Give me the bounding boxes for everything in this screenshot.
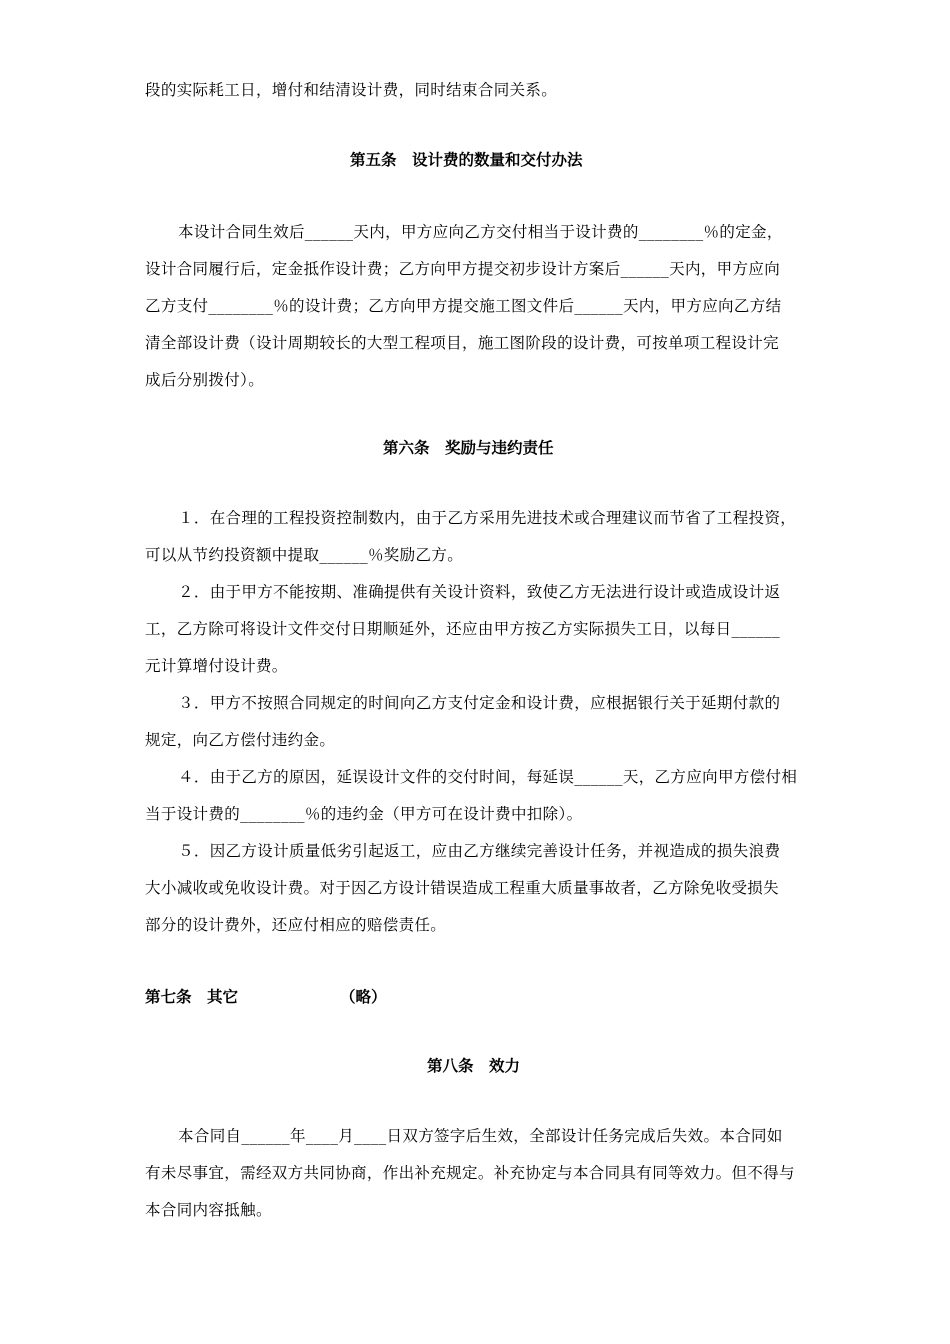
paragraph-line: 大小减收或免收设计费。对于因乙方设计错误造成工程重大质量事故者，乙方除免收受损失 [145, 879, 780, 897]
paragraph-line: 可以从节约投资额中提取______％奖励乙方。 [145, 546, 464, 564]
paragraph-line: ４．由于乙方的原因，延误设计文件的交付时间，每延误______天，乙方应向甲方偿付相 [178, 768, 798, 786]
paragraph-line: 本合同内容抵触。 [145, 1201, 272, 1219]
paragraph-line: 工，乙方除可将设计文件交付日期顺延外，还应由甲方按乙方实际损失工日，以每日______ [145, 620, 781, 638]
article-5-heading: 第五条 设计费的数量和交付办法 [350, 151, 583, 169]
article-8-heading: 第八条 效力 [427, 1057, 521, 1075]
paragraph-line: 设计合同履行后，定金抵作设计费；乙方向甲方提交初步设计方案后______天内，甲方应向 [145, 260, 781, 278]
article-7-heading: 第七条 其它 [145, 988, 239, 1006]
paragraph-line: 当于设计费的________％的违约金（甲方可在设计费中扣除）。 [145, 805, 583, 823]
paragraph-line: 有未尽事宜，需经双方共同协商，作出补充规定。补充协定与本合同具有同等效力。但不得与 [145, 1164, 795, 1182]
paragraph-line: 成后分别拨付）。 [145, 371, 265, 389]
paragraph-line: 规定，向乙方偿付违约金。 [145, 731, 336, 749]
paragraph-line: 段的实际耗工日，增付和结清设计费，同时结束合同关系。 [145, 81, 558, 99]
paragraph-line: 本合同自______年____月____日双方签字后生效，全部设计任务完成后失效。本合同如 [178, 1127, 783, 1145]
paragraph-line: 清全部设计费（设计周期较长的大型工程项目，施工图阶段的设计费，可按单项工程设计完 [145, 334, 780, 352]
paragraph-line: 乙方支付________％的设计费；乙方向甲方提交施工图文件后______天内，甲方应向乙方结 [145, 297, 782, 315]
paragraph-line: ５．因乙方设计质量低劣引起返工，应由乙方继续完善设计任务，并视造成的损失浪费 [178, 842, 781, 860]
paragraph-line: 本设计合同生效后______天内，甲方应向乙方交付相当于设计费的________％的定金， [178, 223, 783, 241]
paragraph-line: ２．由于甲方不能按期、准确提供有关设计资料，致使乙方无法进行设计或造成设计返 [178, 583, 781, 601]
paragraph-line: １．在合理的工程投资控制数内，由于乙方采用先进技术或合理建议而节省了工程投资， [178, 509, 797, 527]
paragraph-line: ３．甲方不按照合同规定的时间向乙方支付定金和设计费，应根据银行关于延期付款的 [178, 694, 781, 712]
article-7-note: （略） [340, 988, 387, 1006]
paragraph-line: 元计算增付设计费。 [145, 657, 288, 675]
article-6-heading: 第六条 奖励与违约责任 [383, 439, 554, 457]
paragraph-line: 部分的设计费外，还应付相应的赔偿责任。 [145, 916, 447, 934]
